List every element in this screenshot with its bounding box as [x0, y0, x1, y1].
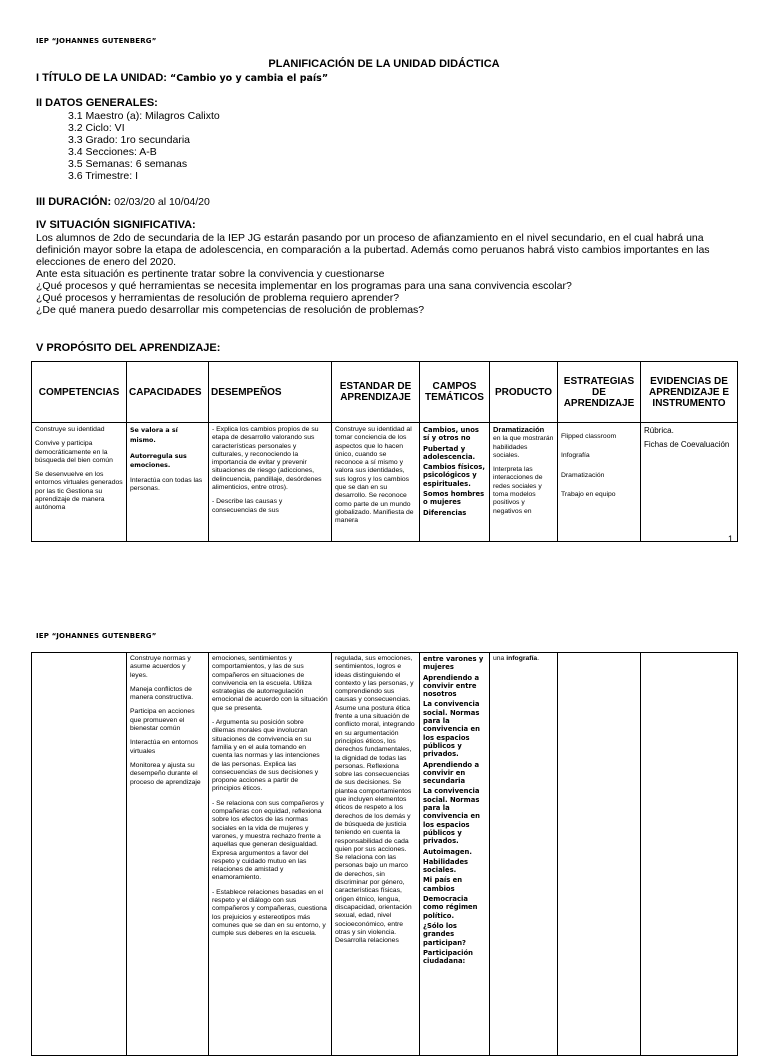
product-title: Dramatización	[493, 425, 545, 434]
cell-text: emociones, sentimientos y comportamientos, y las de sus compañeros en situaciones de convivencia en la escuela. Utiliza estrategias de autorregulación emocional de acuerdo con la situación que se presenta.	[212, 655, 328, 712]
cell-text: Infografía	[561, 452, 590, 460]
cell-estandar	[332, 423, 420, 542]
cell-text: Aprendiendo a convivir en secundaria	[423, 760, 480, 786]
cell-text: La convivencia social. Normas para la convivencia en los espacios públicos y privados.	[423, 700, 480, 759]
cell-text: entre varones y mujeres	[423, 655, 484, 672]
cell-text: Mi país en cambios	[423, 876, 463, 893]
cell-text: Cambios, unos sí y otros no	[423, 426, 479, 443]
cell-text: Aprendiendo a convivir entre nosotros	[423, 673, 480, 699]
header-competencias: COMPETENCIAS	[32, 362, 127, 423]
cell-desempenos	[209, 423, 332, 542]
cell-text: en la que mostrarán habilidades sociales.	[493, 435, 554, 459]
cell-estrategias	[558, 423, 641, 542]
cell-capacidades	[127, 423, 209, 542]
cell-text: Se valora a sí mismo.	[130, 427, 178, 444]
cell-campos	[420, 653, 490, 1056]
data-trimester: 3.6 Trimestre: I	[68, 170, 139, 182]
cell-text: - Establece relaciones basadas en el respeto y el diálogo con sus compañeros y compañeras, cuestiona los prejuicios y estereotipos más comunes que se dan en su entorno, y cumple sus deberes en la escuela.	[212, 888, 327, 938]
document-page-2	[0, 616, 768, 1024]
cell-text: Participa en acciones que promueven el bienestar común	[130, 708, 195, 733]
learning-purpose-table-continued	[31, 652, 738, 1056]
situation-question: ¿Qué procesos y herramientas de resolución de problema requiero aprender?	[36, 292, 400, 304]
situation-line: Los alumnos de 2do de secundaria de la IEP JG estarán pasando por un proceso de afianzamiento en el nivel secundario, en el cual habrá una	[36, 232, 704, 244]
header-producto: PRODUCTO	[490, 362, 558, 423]
situation-question: ¿Qué procesos y qué herramientas se necesita implementar en los programas para una sana convivencia escolar?	[36, 280, 572, 292]
cell-text: .	[537, 655, 540, 662]
header-estandar: ESTANDAR DE APRENDIZAJE	[332, 362, 420, 423]
cell-competencias	[32, 423, 127, 542]
situation-question: ¿De qué manera puedo desarrollar mis competencias de resolución de problemas?	[36, 304, 425, 316]
table-header-row	[32, 362, 738, 423]
unit-title-label: I TÍTULO DE LA UNIDAD:	[36, 72, 171, 84]
cell-text: una	[493, 655, 507, 662]
table-row	[32, 423, 738, 542]
cell-text: Habilidades sociales.	[423, 857, 469, 875]
header-capacidades: CAPACIDADES	[127, 362, 209, 423]
header-desempenos: DESEMPEÑOS	[209, 362, 332, 423]
cell-desempenos	[209, 653, 332, 1056]
data-weeks: 3.5 Semanas: 6 semanas	[68, 158, 188, 170]
cell-text: Autoimagen.	[423, 847, 472, 856]
cell-producto	[490, 423, 558, 542]
situation-line: definición mayor sobre la etapa de adolescencia, en comparación a la pubertad. Además como peruanos habrá visto cambios importantes en las	[36, 244, 710, 256]
cell-text: Pubertad y adolescencia.	[423, 444, 476, 461]
cell-producto	[490, 653, 558, 1056]
cell-estandar	[332, 653, 420, 1056]
cell-text: Construye su identidad al tomar conciencia de los aspectos que lo hacen único, cuando se reconoce a sí mismo y valora sus identidades, sus logros y los cambios que se dan en su desarrollo. Se reconoce como parte de un mundo globalizado. Manifiesta de manera	[335, 426, 414, 525]
cell-text: Diferencias	[423, 508, 467, 517]
learning-purpose-table	[31, 361, 738, 542]
data-cycle: 3.2 Ciclo: VI	[68, 122, 125, 134]
cell-text: Monitorea y ajusta su desempeño durante el proceso de aprendizaje	[130, 761, 201, 786]
header-evidencias: EVIDENCIAS DE APRENDIZAJE E INSTRUMENTO	[641, 362, 738, 423]
duration-line	[36, 196, 210, 208]
cell-text: Trabajo en equipo	[561, 490, 616, 498]
header-estrategias: ESTRATEGIAS DE APRENDIZAJE	[558, 362, 641, 423]
cell-text: Flipped classroom	[561, 433, 617, 440]
data-teacher: 3.1 Maestro (a): Milagros Calixto	[68, 110, 220, 122]
table-row	[32, 653, 738, 1056]
cell-evidencias	[641, 653, 738, 1056]
data-grade: 3.3 Grado: 1ro secundaria	[68, 134, 190, 146]
cell-text: - Describe las causas y consecuencias de sus	[212, 498, 283, 514]
cell-text: - Argumenta su posición sobre dilemas morales que involucran situaciones de convivencia en su familia y en el aula tomando en cuenta las normas y las intenciones de las personas. Explica las consecuencias de sus decisiones y propone acciones a partir de principios éticos.	[212, 719, 320, 793]
data-sections: 3.4 Secciones: A-B	[68, 146, 157, 158]
school-header: IEP “JOHANNES GUTENBERG”	[36, 632, 157, 640]
unit-title-section	[36, 72, 328, 84]
situation-line: Ante esta situación es pertinente tratar sobre la convivencia y cuestionarse	[36, 268, 385, 280]
cell-text: Construye normas y asume acuerdos y leyes.	[130, 655, 191, 679]
duration-label: III DURACIÓN:	[36, 196, 112, 208]
cell-text: ¿Sólo los grandes participan?	[423, 921, 466, 947]
cell-text: Interpreta las interacciones de redes sociales y toma modelos positivos y negativos en	[493, 466, 543, 515]
cell-text: Democracia como régimen político.	[423, 895, 478, 920]
cell-text: Somos hombres o mujeres	[423, 490, 485, 507]
cell-text: Se desenvuelve en los entornos virtuales generados por las tic Gestiona su aprendizaje de manera autónoma	[35, 471, 123, 512]
cell-campos	[420, 423, 490, 542]
cell-text: Fichas de Coevaluación	[644, 439, 730, 449]
duration-value: 02/03/20 al 10/04/20	[111, 196, 210, 208]
cell-text: Construye su identidad	[35, 426, 105, 433]
cell-evidencias	[641, 423, 738, 542]
unit-title-value: “Cambio yo y cambia el país”	[170, 73, 329, 84]
cell-text: La convivencia social. Normas para la convivencia en los espacios públicos y privados.	[423, 787, 480, 846]
cell-text: Maneja conflictos de manera constructiva.	[130, 685, 194, 702]
cell-text: - Explica los cambios propios de su etapa de desarrollo valorando sus características personales y culturales, y reconociendo la importancia de evitar y prevenir situaciones de riesgo (adicciones, delincuencia, pandillaje, desórdenes alimenticios, entre otros).	[212, 426, 322, 492]
situation-heading: IV SITUACIÓN SIGNIFICATIVA:	[36, 219, 196, 231]
cell-text: Participación ciudadana:	[423, 948, 473, 966]
page-number: 1	[727, 534, 733, 544]
cell-text: regulada, sus emociones, sentimientos, logros e ideas distinguiendo el contexto y las personas, y comprendiendo sus causas y consecuencias. Asume una postura ética frente a una situación de conflicto moral, integrando en su argumentación principios éticos, los derechos fundamentales, la dignidad de todas las personas. Reflexiona sobre las consecuencias de sus decisiones. Se plantea comportamientos que incluyen elementos éticos de respeto a los derechos de los demás y de búsqueda de justicia teniendo en cuenta la responsabilidad de cada quien por sus acciones. Se relaciona con las personas bajo un marco de derechos, sin discriminar por género, características físicas, origen étnico, lengua, discapacidad, orientación sexual, edad, nivel socioeconómico, entre otras y sin violencia. Desarrolla relaciones	[335, 655, 415, 945]
page-separator	[0, 560, 768, 616]
general-data-heading: II DATOS GENERALES:	[36, 97, 158, 109]
cell-text: - Se relaciona con sus compañeros y compañeras con equidad, reflexiona sobre los efectos de las normas sociales en la vida de mujeres y varones, y muestra rechazo frente a aquellas que generan desigualdad. Expresa argumentos a favor del respeto y cuidado mutuo en las relaciones de amistad y enamoramiento.	[212, 799, 324, 882]
product-emphasis: infografía	[506, 655, 538, 662]
situation-line: elecciones de enero del 2020.	[36, 256, 177, 268]
cell-text: Rúbrica.	[644, 426, 674, 435]
purpose-heading: V PROPÓSITO DEL APRENDIZAJE:	[36, 342, 221, 354]
cell-text: Dramatización	[561, 471, 605, 479]
cell-estrategias	[558, 653, 641, 1056]
document-title: PLANIFICACIÓN DE LA UNIDAD DIDÁCTICA	[268, 58, 500, 70]
cell-text: Cambios físicos, psicológicos y espirituales.	[423, 463, 485, 488]
school-header: IEP “JOHANNES GUTENBERG”	[36, 37, 157, 45]
cell-text: Convive y participa democráticamente en la búsqueda del bien común	[35, 440, 113, 464]
cell-text: Interactúa en entornos virtuales	[130, 739, 199, 755]
cell-text: Interactúa con todas las personas.	[130, 477, 203, 493]
cell-text: Autorregula sus emociones.	[130, 452, 187, 470]
cell-capacidades	[127, 653, 209, 1056]
situation-paragraph	[36, 232, 736, 316]
cell-competencias	[32, 653, 127, 1056]
header-campos: CAMPOS TEMÁTICOS	[420, 362, 490, 423]
